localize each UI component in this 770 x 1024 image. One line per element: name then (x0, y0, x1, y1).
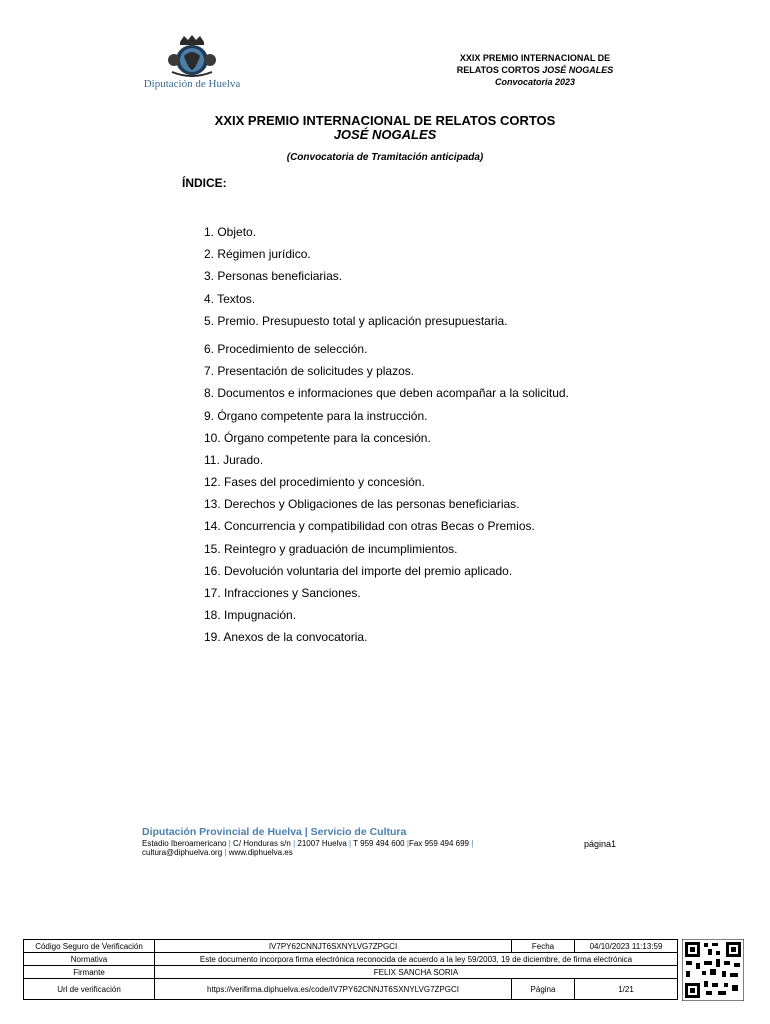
index-item: 4. Textos. (204, 291, 256, 306)
footer-contact (142, 848, 642, 857)
header-line-3: Convocatoria 2023 (494, 77, 576, 87)
index-item: 7. Presentación de solicitudes y plazos. (204, 364, 415, 379)
page-number: página1 (584, 839, 617, 849)
index-item: 3. Personas beneficiarias. (204, 269, 343, 284)
index-item: 17. Infracciones y Sanciones. (204, 586, 361, 600)
index-item: 13. Derechos y Obligaciones de las personas beneficiarias. (204, 497, 520, 512)
index-item: 9. Órgano competente para la instrucción. (204, 408, 428, 423)
index-item: 8. Documentos e informaciones que deben acompañar a la solicitud. (204, 386, 569, 401)
title-sub: JOSÉ NOGALES (333, 127, 437, 142)
title-main: XXIX PREMIO INTERNACIONAL DE RELATOS CORTOS (214, 113, 556, 128)
firmante-label: Firmante (24, 966, 155, 979)
index-item: 5. Premio. Presupuesto total y aplicación presupuestaria. (204, 313, 508, 328)
address-part: C/ Honduras s/n (233, 839, 291, 848)
document-title (150, 114, 620, 142)
phone: T 959 494 600 (353, 839, 405, 848)
header-line-1: XXIX PREMIO INTERNACIONAL DE (459, 53, 611, 63)
header-line-2-prefix: RELATOS CORTOS (456, 65, 543, 75)
index-item: 12. Fases del procedimiento y concesión. (204, 475, 425, 490)
index-item: 1. Objeto. (204, 225, 257, 239)
header-line-2 (420, 64, 650, 76)
footer-org: Diputación Provincial de Huelva | Servicio de Cultura (142, 826, 407, 838)
index-item: 15. Reintegro y graduación de incumplimientos. (204, 541, 458, 556)
separator: | (349, 839, 352, 848)
index-item: 14. Concurrencia y compatibilidad con otras Becas o Premios. (204, 519, 535, 534)
normativa-value: Este documento incorpora firma electrónica reconocida de acuerdo a la ley 59/2003, 19 de diciembre, de firma electrónica (155, 953, 678, 966)
header-line-2-italic: JOSÉ NOGALES (542, 65, 614, 75)
fecha-label: Fecha (512, 940, 575, 953)
fax: Fax 959 494 699 (408, 839, 469, 848)
csv-label: Código Seguro de Verificación (24, 940, 155, 953)
index-item: 16. Devolución voluntaria del importe del premio aplicado. (204, 563, 513, 578)
index-item: 18. Impugnación. (204, 608, 297, 623)
page-footer (142, 826, 642, 857)
pagina-value: 1/21 (575, 979, 678, 1000)
coat-of-arms-icon (164, 34, 220, 78)
csv-value: IV7PY62CNNJT6SXNYLVG7ZPGCI (155, 940, 512, 953)
footer-email-link[interactable]: cultura@diphuelva.org (142, 848, 223, 857)
footer-address (142, 839, 642, 848)
index-item: 19. Anexos de la convocatoria. (204, 630, 368, 645)
index-item: 6. Procedimiento de selección. (204, 341, 368, 356)
separator: | (224, 848, 227, 857)
diputacion-logo (138, 34, 246, 94)
separator: | (228, 839, 231, 848)
index-heading: ÍNDICE: (182, 176, 227, 190)
fecha-value: 04/10/2023 11:13:59 (575, 940, 678, 953)
footer-web-link[interactable]: www.diphuelva.es (228, 848, 293, 857)
index-list (204, 221, 569, 649)
logo-text: Diputación de Huelva (143, 78, 241, 90)
separator: | (406, 839, 409, 848)
header-right-block (420, 52, 650, 88)
separator: | (293, 839, 296, 848)
verification-url-link[interactable]: https://verifirma.diphuelva.es/code/IV7PY62CNNJT6SXNYLVG7ZPGCI (155, 979, 512, 1000)
index-item: 11. Jurado. (204, 452, 264, 467)
address-part: 21007 Huelva (297, 839, 347, 848)
pagina-label: Página (512, 979, 575, 1000)
normativa-label: Normativa (24, 953, 155, 966)
separator: | (471, 839, 474, 848)
address-part: Estadio Iberoamericano (142, 839, 227, 848)
index-item: 10. Órgano competente para la concesión. (204, 430, 431, 445)
index-item: 2. Régimen jurídico. (204, 247, 311, 262)
verification-table (23, 939, 678, 1000)
url-label: Url de verificación (24, 979, 155, 1000)
firmante-value: FELIX SANCHA SORIA (155, 966, 678, 979)
qr-code-icon (682, 939, 744, 1001)
convocatoria-note: (Convocatoria de Tramitación anticipada) (286, 152, 484, 163)
